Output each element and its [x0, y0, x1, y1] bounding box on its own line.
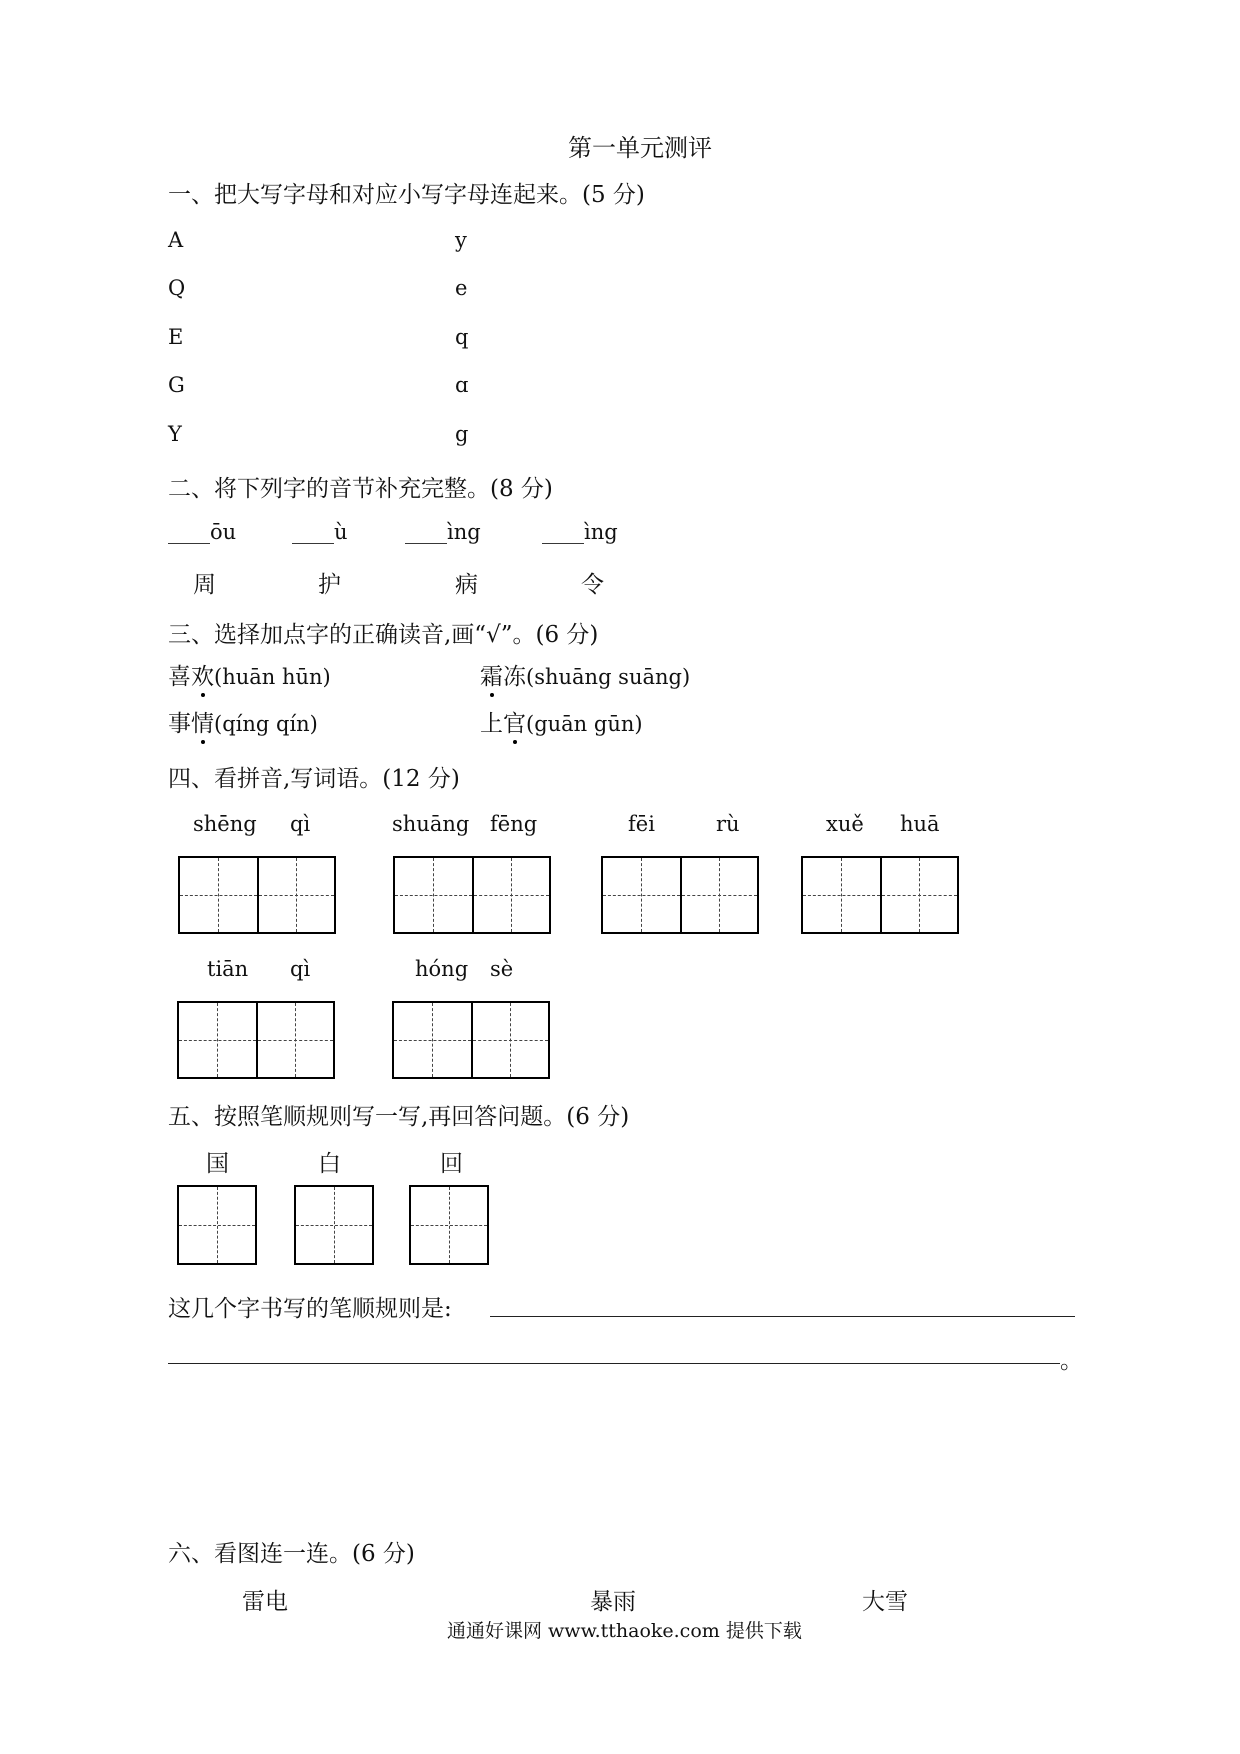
- writing-box[interactable]: [177, 1185, 257, 1265]
- stroke-order-question: 这几个字书写的笔顺规则是:: [168, 1296, 452, 1322]
- pinyin-syllable: sè: [490, 957, 514, 981]
- hanzi-char: 白: [318, 1151, 341, 1177]
- pinyin-blank: ____ìng: [405, 520, 481, 544]
- section-2-heading: 二、将下列字的音节补充完整。(8 分): [168, 476, 553, 502]
- lower-letter: ɑ: [455, 373, 469, 397]
- pinyin-syllable: huā: [900, 812, 940, 836]
- reading-options: (qíng qín): [214, 712, 318, 736]
- dotted-char: 欢: [191, 658, 214, 691]
- writing-grid[interactable]: [801, 856, 959, 934]
- answer-line[interactable]: [168, 1363, 1060, 1364]
- plain-char: 上: [480, 711, 503, 737]
- upper-letter: E: [168, 325, 184, 349]
- pinyin-syllable: hóng: [415, 957, 469, 981]
- reading-item: [480, 658, 690, 691]
- hanzi-char: 国: [206, 1151, 229, 1177]
- section-6-heading: 六、看图连一连。(6 分): [168, 1541, 415, 1567]
- match-word: 暴雨: [590, 1589, 636, 1615]
- reading-options: (shuāng suāng): [526, 665, 691, 689]
- pinyin-syllable: tiān: [207, 957, 249, 981]
- pinyin-syllable: qì: [290, 812, 311, 836]
- hanzi-char: 回: [440, 1151, 463, 1177]
- reading-item: [480, 705, 643, 738]
- pinyin-blank: ____ōu: [168, 520, 237, 544]
- dotted-char: 情: [191, 705, 214, 738]
- pinyin-syllable: shuāng: [392, 812, 470, 836]
- section-3-heading: 三、选择加点字的正确读音,画“√”。(6 分): [168, 622, 599, 648]
- pinyin-syllable: fēi: [628, 812, 655, 836]
- pinyin-syllable: xuě: [826, 812, 864, 836]
- section-1-heading: 一、把大写字母和对应小写字母连起来。(5 分): [168, 182, 645, 208]
- writing-box[interactable]: [294, 1185, 374, 1265]
- pinyin-syllable: qì: [290, 957, 311, 981]
- section-4-heading: 四、看拼音,写词语。(12 分): [168, 766, 460, 792]
- writing-grid[interactable]: [393, 856, 551, 934]
- plain-char: 冻: [503, 664, 526, 690]
- reading-item: [168, 705, 318, 738]
- reading-item: [168, 658, 331, 691]
- reading-options: (huān hūn): [214, 665, 331, 689]
- upper-letter: G: [168, 373, 185, 397]
- lower-letter: y: [455, 228, 467, 252]
- end-mark: 。: [1060, 1348, 1083, 1374]
- upper-letter: A: [168, 228, 184, 252]
- section-5-heading: 五、按照笔顺规则写一写,再回答问题。(6 分): [168, 1104, 630, 1130]
- writing-grid[interactable]: [392, 1001, 550, 1079]
- writing-grid[interactable]: [178, 856, 336, 934]
- reading-options: (guān gūn): [526, 712, 643, 736]
- lower-letter: g: [455, 422, 469, 446]
- lower-letter: e: [455, 276, 468, 300]
- dotted-char: 官: [503, 705, 526, 738]
- pinyin-syllable: rù: [716, 812, 740, 836]
- answer-line[interactable]: [490, 1316, 1075, 1317]
- match-word: 雷电: [242, 1589, 288, 1615]
- writing-box[interactable]: [409, 1185, 489, 1265]
- pinyin-syllable: fēng: [490, 812, 538, 836]
- upper-letter: Q: [168, 276, 186, 300]
- writing-grid[interactable]: [601, 856, 759, 934]
- footer-credit: 通通好课网 www.tthaoke.com 提供下载: [447, 1620, 802, 1642]
- dotted-char: 霜: [480, 658, 503, 691]
- hanzi-char: 令: [581, 572, 604, 598]
- match-word: 大雪: [862, 1589, 908, 1615]
- hanzi-char: 周: [193, 572, 216, 598]
- upper-letter: Y: [168, 422, 182, 446]
- plain-char: 事: [168, 711, 191, 737]
- lower-letter: q: [455, 325, 469, 349]
- page-title: 第一单元测评: [568, 134, 712, 162]
- pinyin-blank: ____ìng: [542, 520, 618, 544]
- pinyin-blank: ____ù: [292, 520, 348, 544]
- plain-char: 喜: [168, 664, 191, 690]
- hanzi-char: 护: [318, 572, 341, 598]
- pinyin-syllable: shēng: [193, 812, 257, 836]
- hanzi-char: 病: [455, 572, 478, 598]
- writing-grid[interactable]: [177, 1001, 335, 1079]
